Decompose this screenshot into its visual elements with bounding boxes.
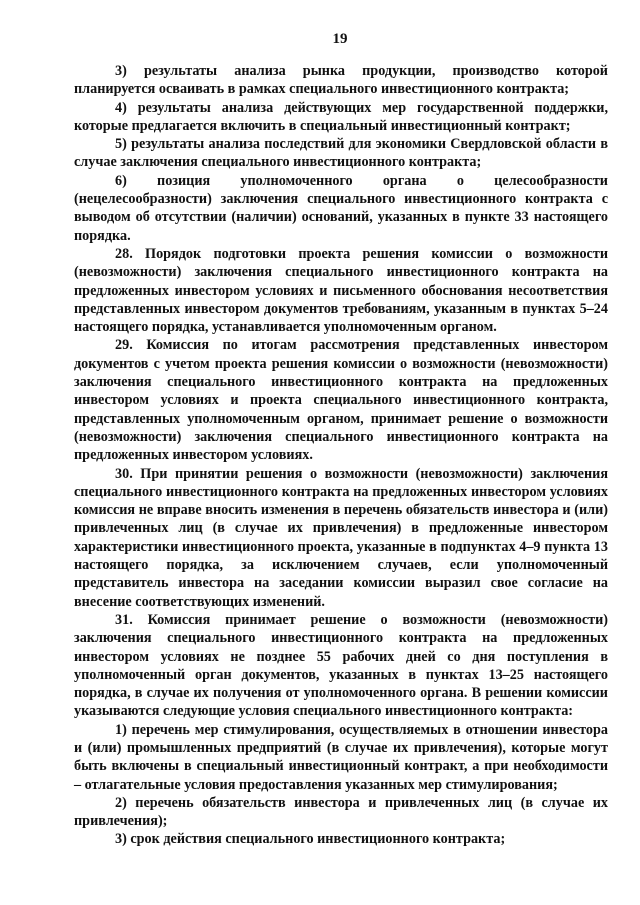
paragraph-subitem-3: 3) срок действия специального инвестиционного контракта; (115, 831, 506, 848)
paragraph-subitem-2: 2) перечень обязательств инвестора и привлеченных лиц (в случае их привлечения); (74, 794, 608, 830)
paragraph-item-4: 4) результаты анализа действующих мер государственной поддержки, которые предлагается включить в специальный инвестиционный контракт; (74, 99, 608, 134)
document-body (74, 62, 608, 849)
paragraph-item-5: 5) результаты анализа последствий для экономики Свердловской области в случае заключения специального инвестиционного контракта; (74, 136, 608, 171)
paragraph-clause-30: 30. При принятии решения о возможности (невозможности) заключения специального инвестиционного контракта на предложенных инвестором условиях комиссия не вправе вносить изменения в перечень обязательств инвестора и (или) привлеченных лиц (в случае их привлечения) в предложенные инвестором характеристики инвестиционного проекта, указанные в подпунктах 4–9 пункта 13 настоящего порядка, за исключением случаев, если уполномоченный представитель инвестора на заседании комиссии выразил свое согласие на внесение соответствующих изменений. (74, 465, 608, 610)
page-number: 19 (332, 31, 348, 47)
paragraph-subitem-1: 1) перечень мер стимулирования, осуществляемых в отношении инвестора и (или) промышленных предприятий (в случае их привлечения), которые могут быть включены в специальный инвестиционный контракт, а при необходимости – отлагательные условия предоставления указанных мер стимулирования; (74, 721, 608, 793)
paragraph-item-3: 3) результаты анализа рынка продукции, производство которой планируется осваивать в рамках специального инвестиционного контракта; (74, 63, 608, 98)
paragraph-item-6: 6) позиция уполномоченного органа о целесообразности (нецелесообразности) заключения специального инвестиционного контракта с выводом об отсутствии (наличии) оснований, указанных в пункте 33 настоящего порядка. (74, 172, 608, 244)
paragraph-clause-31: 31. Комиссия принимает решение о возможности (невозможности) заключения специального инвестиционного контракта на предложенных инвестором условиях не позднее 55 рабочих дней со дня поступления в уполномоченный орган документов, указанных в пунктах 13–25 настоящего порядка, в случае их получения от уполномоченного органа. В решении комиссии указываются следующие условия специального инвестиционного контракта: (74, 611, 608, 720)
paragraph-clause-28: 28. Порядок подготовки проекта решения комиссии о возможности (невозможности) заключения специального инвестиционного контракта на предложенных инвестором условиях и письменного обоснования несоответствия представленных инвестором документов требованиям, указанным в пунктах 5–24 настоящего порядка, устанавливается уполномоченным органом. (74, 245, 608, 336)
paragraph-clause-29: 29. Комиссия по итогам рассмотрения представленных инвестором документов с учетом проекта решения комиссии о возможности (невозможности) заключения специального инвестиционного контракта на предложенных инвестором условиях и проекта специального инвестиционного контракта, представленных уполномоченным органом, принимает решение о возможности (невозможности) заключения специального инвестиционного контракта на предложенных инвестором условиях. (74, 337, 608, 464)
